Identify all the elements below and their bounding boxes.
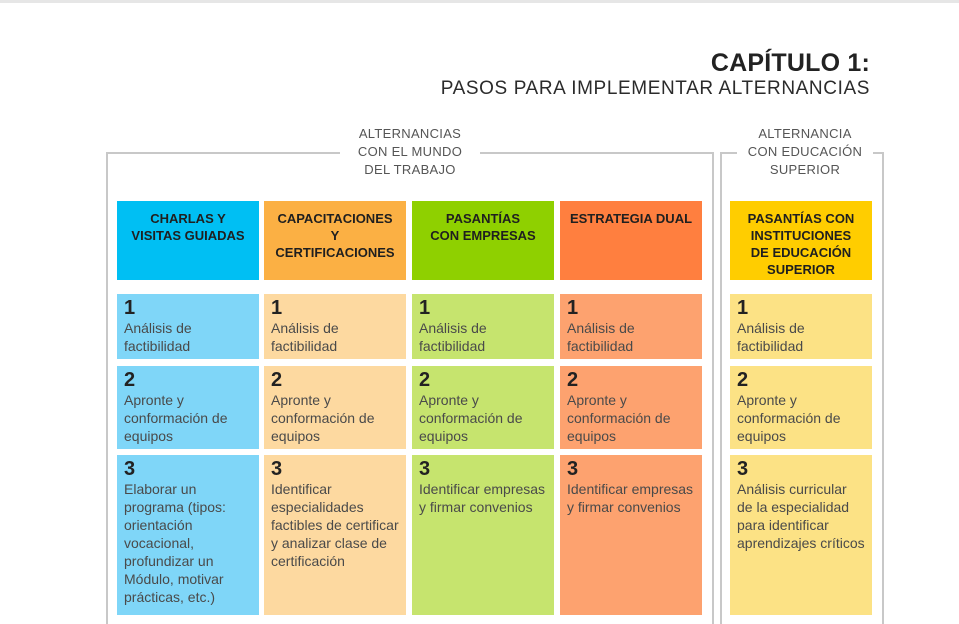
step-cell — [264, 294, 406, 359]
column-header — [117, 201, 259, 280]
step-text: Elaborar un programa (tipos: orientación vocacional, profundizar un Módulo, motivar prácticas, etc.) — [124, 481, 226, 605]
step-text: Apronte y conformación de equipos — [271, 392, 375, 444]
column-header — [730, 201, 872, 280]
step-number: 3 — [419, 458, 431, 480]
step-cell — [117, 366, 259, 449]
step-text: Análisis de factibilidad — [124, 320, 192, 354]
step-text: Análisis curricular de la especialidad para identificar aprendizajes críticos — [737, 481, 865, 551]
header-line: CAPACITACIONES — [277, 211, 393, 226]
group-label-higher-ed — [737, 125, 873, 179]
group-label-line: ALTERNANCIA — [758, 126, 852, 141]
chapter-title: CAPÍTULO 1: — [710, 49, 870, 77]
top-rule — [0, 0, 959, 3]
step-text: Identificar empresas y firmar convenios — [567, 481, 694, 515]
step-cell — [560, 455, 702, 615]
step-number: 2 — [737, 369, 749, 391]
step-number: 3 — [124, 458, 136, 480]
step-cell — [412, 455, 554, 615]
step-text: Apronte y conformación de equipos — [737, 392, 841, 444]
step-cell — [730, 294, 872, 359]
step-number: 2 — [124, 369, 136, 391]
step-number: 1 — [271, 297, 283, 319]
step-number: 1 — [737, 297, 749, 319]
group-label-line: SUPERIOR — [769, 162, 841, 177]
step-number: 1 — [124, 297, 136, 319]
column-pasantias-educacion-superior — [730, 201, 872, 551]
group-label-line: CON EL MUNDO — [357, 144, 463, 159]
step-number: 3 — [737, 458, 749, 480]
column-header — [560, 201, 702, 280]
column-capacitaciones — [264, 201, 406, 569]
step-number: 2 — [567, 369, 579, 391]
step-text: Análisis de factibilidad — [419, 320, 487, 354]
step-number: 3 — [567, 458, 579, 480]
step-cell — [264, 366, 406, 449]
step-number: 1 — [419, 297, 431, 319]
header-line: PASANTÍAS — [445, 211, 521, 226]
header-line: CHARLAS Y — [150, 211, 226, 226]
step-cell — [730, 455, 872, 615]
header-line: Y — [330, 228, 340, 243]
step-text: Análisis de factibilidad — [567, 320, 635, 354]
header-line: CON EMPRESAS — [430, 228, 536, 243]
header-line: INSTITUCIONES — [750, 228, 852, 243]
header-line: VISITAS GUIADAS — [131, 228, 245, 243]
step-cell — [730, 366, 872, 449]
group-label-line: DEL TRABAJO — [364, 162, 456, 177]
step-text: Apronte y conformación de equipos — [419, 392, 523, 444]
step-text: Análisis de factibilidad — [271, 320, 339, 354]
step-text: Apronte y conformación de equipos — [567, 392, 671, 444]
group-label-work — [340, 125, 480, 179]
group-label-line: CON EDUCACIÓN — [747, 144, 863, 159]
step-cell — [117, 294, 259, 359]
step-number: 2 — [271, 369, 283, 391]
group-label-line: ALTERNANCIAS — [358, 126, 462, 141]
step-text: Apronte y conformación de equipos — [124, 392, 228, 444]
header-line: PASANTÍAS CON — [747, 211, 855, 226]
step-text: Identificar empresas y firmar convenios — [419, 481, 546, 515]
column-estrategia-dual — [560, 201, 702, 515]
step-number: 2 — [419, 369, 431, 391]
header-line: SUPERIOR — [767, 262, 835, 277]
column-charlas — [117, 201, 259, 605]
chapter-subtitle: PASOS PARA IMPLEMENTAR ALTERNANCIAS — [440, 78, 870, 99]
step-cell — [560, 366, 702, 449]
step-cell — [412, 294, 554, 359]
header-line: ESTRATEGIA DUAL — [569, 211, 693, 226]
step-cell — [560, 294, 702, 359]
header-line: CERTIFICACIONES — [275, 245, 395, 260]
header-line: DE EDUCACIÓN — [750, 245, 852, 260]
step-text: Análisis de factibilidad — [737, 320, 805, 354]
step-text: Identificar especialidades factibles de certificar y analizar clase de certificación — [271, 481, 399, 569]
step-number: 1 — [567, 297, 579, 319]
step-cell — [117, 455, 259, 615]
step-cell — [264, 455, 406, 615]
column-header — [264, 201, 406, 280]
column-header — [412, 201, 554, 280]
column-pasantias-empresas — [412, 201, 554, 515]
step-number: 3 — [271, 458, 283, 480]
step-cell — [412, 366, 554, 449]
